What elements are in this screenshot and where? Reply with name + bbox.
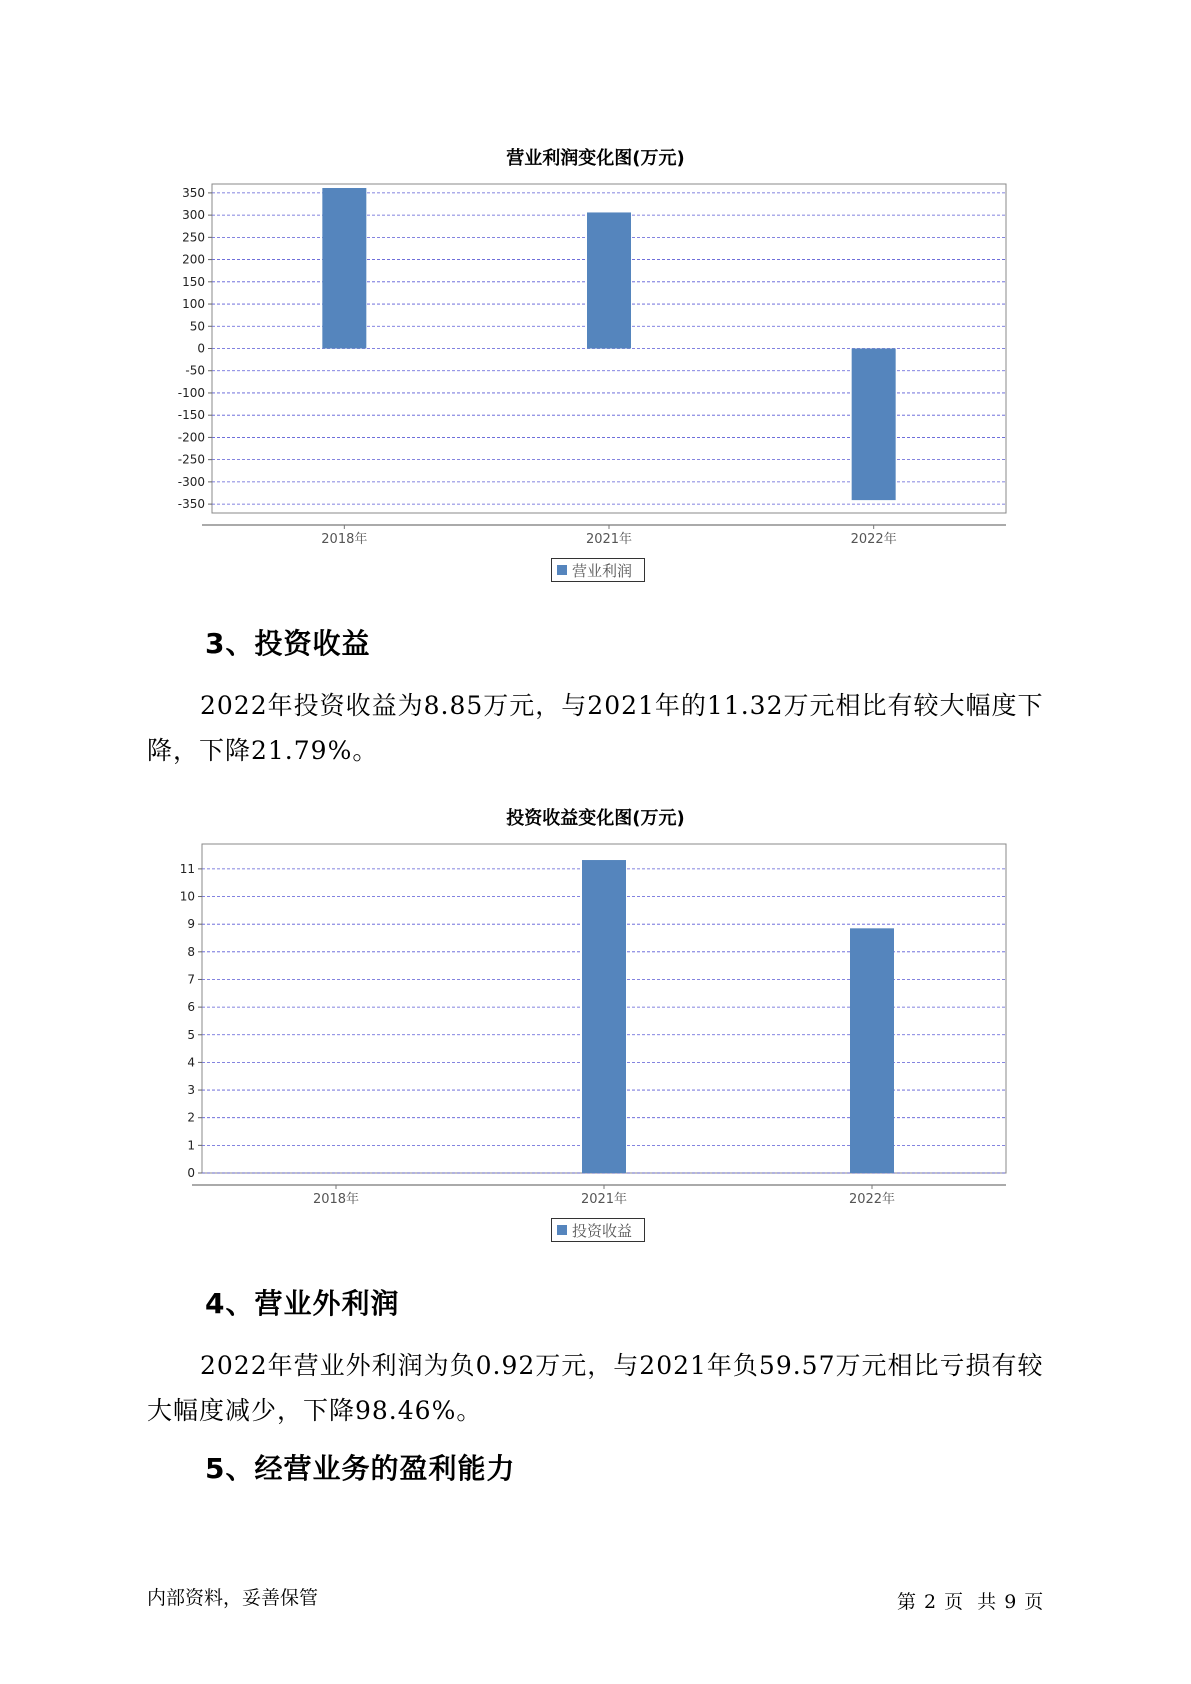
legend-swatch (557, 565, 567, 575)
x-tick-label: 2021年 (585, 532, 633, 547)
y-tick-label: 1 (187, 1138, 195, 1153)
section3-heading: 3、投资收益 (205, 627, 371, 660)
y-tick-label: 200 (182, 252, 205, 267)
y-tick-label: -150 (177, 408, 205, 423)
y-tick-label: 3 (187, 1083, 195, 1098)
y-tick-label: 2 (187, 1110, 195, 1125)
y-tick-label: -300 (177, 474, 205, 489)
section4-paragraph: 2022年营业外利润为负0.92万元，与2021年负59.57万元相比亏损有较大幅度减少，下降98.46%。 (147, 1351, 1044, 1425)
section5-heading: 5、经营业务的盈利能力 (205, 1452, 516, 1485)
section4-heading: 4、营业外利润 (205, 1287, 400, 1320)
x-tick-label: 2021年 (580, 1192, 628, 1207)
page-mid: 页 (944, 1591, 964, 1613)
chart2-legend-label: 投资收益 (572, 1221, 633, 1240)
x-tick-label: 2022年 (848, 1192, 896, 1207)
bar (582, 860, 626, 1173)
y-tick-label: 10 (179, 889, 195, 904)
total-num: 9 (1004, 1591, 1017, 1613)
x-tick-label: 2018年 (321, 532, 368, 547)
chart1-legend-label: 营业利润 (572, 561, 633, 580)
y-tick-label: 0 (197, 341, 205, 356)
bar (587, 212, 631, 348)
y-tick-label: 250 (182, 230, 205, 245)
y-tick-label: -250 (177, 452, 205, 467)
chart2-legend (551, 1218, 645, 1242)
footer-page-number (893, 1587, 1047, 1614)
chart2-title: 投资收益变化图(万元) (506, 808, 685, 829)
y-tick-label: 0 (187, 1166, 195, 1180)
chart1-legend (551, 558, 645, 582)
y-tick-label: -100 (177, 385, 205, 400)
y-tick-label: 5 (187, 1027, 195, 1042)
y-tick-label: 11 (179, 861, 195, 876)
page-num: 2 (924, 1591, 937, 1613)
chart1-title: 营业利润变化图(万元) (506, 148, 685, 169)
total-suffix: 页 (1024, 1591, 1044, 1613)
y-tick-label: -200 (177, 430, 205, 445)
y-tick-label: 7 (187, 972, 195, 987)
y-tick-label: 100 (182, 297, 205, 312)
y-tick-label: -350 (177, 497, 205, 512)
investment-income-chart (0, 830, 1191, 1210)
operating-profit-chart (0, 170, 1191, 550)
section3-paragraph: 2022年投资收益为8.85万元，与2021年的11.32万元相比有较大幅度下降，下降21.79%。 (147, 691, 1044, 765)
legend-swatch (557, 1225, 567, 1235)
y-tick-label: -50 (185, 363, 205, 378)
y-tick-label: 50 (189, 319, 205, 334)
x-tick-label: 2022年 (850, 532, 897, 547)
y-tick-label: 4 (187, 1055, 195, 1070)
total-prefix: 共 (977, 1591, 997, 1613)
y-tick-label: 8 (187, 944, 195, 959)
page-prefix: 第 (897, 1591, 917, 1613)
bar (322, 188, 366, 348)
y-tick-label: 350 (182, 185, 205, 200)
bar (850, 928, 894, 1173)
bar (852, 349, 896, 501)
x-tick-label: 2018年 (312, 1192, 360, 1207)
y-tick-label: 300 (182, 208, 205, 223)
y-tick-label: 6 (187, 1000, 195, 1015)
y-tick-label: 9 (187, 917, 195, 932)
y-tick-label: 150 (182, 274, 205, 289)
footer-confidential: 内部资料，妥善保管 (147, 1587, 319, 1609)
